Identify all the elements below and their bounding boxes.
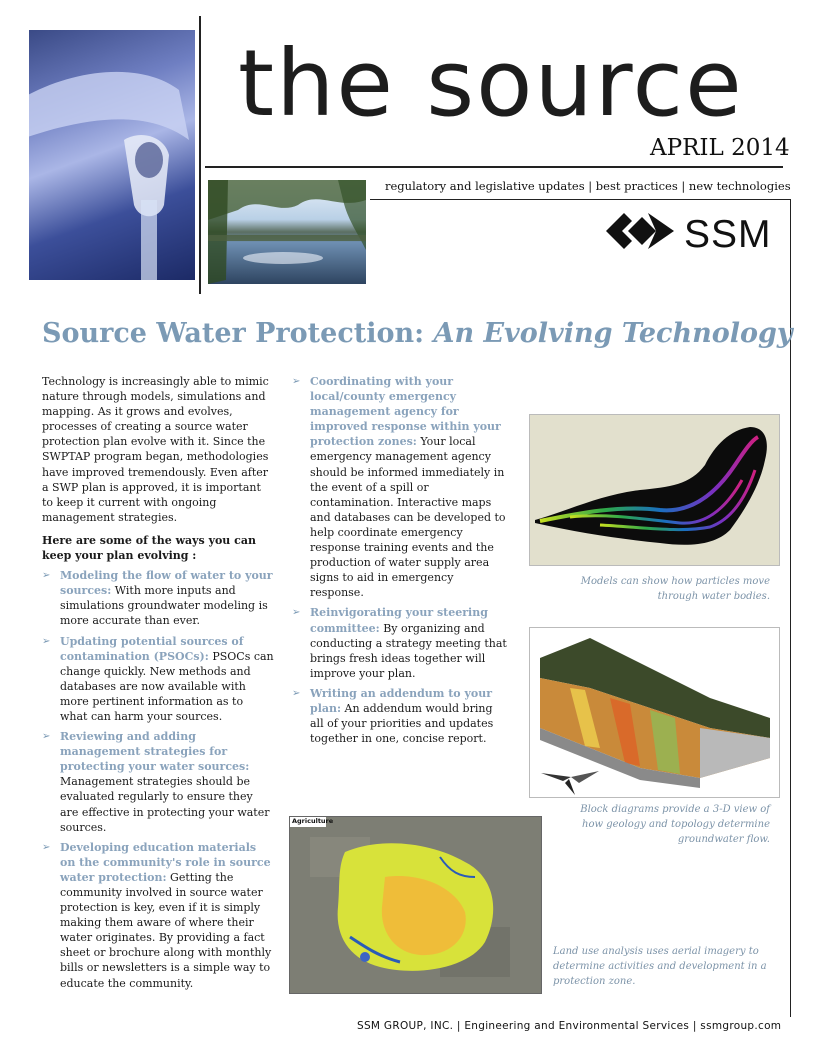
article-headline xyxy=(42,318,793,349)
ssm-logo-icon xyxy=(606,209,674,257)
faucet-photo xyxy=(29,30,195,280)
list-item: ➢ Reviewing and adding management strategies for protecting your water sources: Management strategies should be evaluated regularly to ensure they are effective in protecting your water sources. xyxy=(42,729,274,835)
issue-date: APRIL 2014 xyxy=(650,135,790,161)
article-column-2 xyxy=(292,374,507,746)
list-item: ➢ Modeling the flow of water to your sources: With more inputs and simulations groundwater modeling is more accurate than ever. xyxy=(42,568,274,628)
strategy-list-1 xyxy=(42,568,274,991)
caption-land-use: Land use analysis uses aerial imagery to determine activities and development in a protection zone. xyxy=(553,946,767,987)
newsletter-title: the source xyxy=(238,30,744,137)
headline-main: Source Water Protection: xyxy=(42,318,425,349)
list-item: ➢ Coordinating with your local/county emergency management agency for improved response within your protection zones: Your local emergency management agency should be informed immediately in the event of a spill or contamination. Interactive maps and databases can be developed to help coordinate emergency response training events and the production of water supply area signs to aid in emergency response. xyxy=(292,374,507,600)
article-column-1 xyxy=(42,374,274,991)
list-item: ➢ Updating potential sources of contamination (PSOCs): PSOCs can change quickly. New methods and databases are now available with more pertinent information as to what can harm your sources. xyxy=(42,634,274,725)
header-divider-horizontal xyxy=(205,166,783,168)
land-use-map-image xyxy=(289,816,542,994)
caption-particle-model: Models can show how particles move through water bodies. xyxy=(580,576,770,602)
headline-italic: An Evolving Technology xyxy=(433,318,793,349)
tagline: regulatory and legislative updates | best practices | new technologies xyxy=(385,179,791,193)
strategy-list-2 xyxy=(292,374,507,746)
intro-paragraph: Technology is increasingly able to mimic nature through models, simulations and mapping. As it grows and evolves, processes of creating a source water protection plan evolve with it. Since the SWPTAP program began, methodologies have improved tremendously. Even after a SWP plan is approved, it is important to keep it current with ongoing management strategies. xyxy=(42,375,269,524)
lead-sentence: Here are some of the ways you can keep your plan evolving : xyxy=(42,533,256,563)
ssm-logo-text: SSM xyxy=(684,213,772,256)
caption-block-diagram: Block diagrams provide a 3-D view of how geology and topology determine groundwater flow. xyxy=(580,804,770,845)
footer: SSM GROUP, INC. | Engineering and Environmental Services | ssmgroup.com xyxy=(357,1020,782,1032)
header-divider-vertical xyxy=(199,16,201,294)
list-item: ➢ Reinvigorating your steering committee: By organizing and conducting a strategy meeting that brings fresh ideas together will improve your plan. xyxy=(292,605,507,680)
list-item: ➢ Writing an addendum to your plan: An addendum would bring all of your priorities and updates together in one, concise report. xyxy=(292,686,507,746)
lake-photo xyxy=(208,180,366,284)
particle-model-image xyxy=(529,414,780,566)
list-item: ➢ Developing education materials on the community's role in source water protection: Getting the community involved in source water protection is key, even if it is simply making them aware of where their water originates. By providing a fact sheet or brochure along with monthly bills or newsletters is a simple way to educate the community. xyxy=(42,840,274,991)
compass-icon xyxy=(541,765,601,799)
map-label: Agriculture xyxy=(292,817,334,825)
